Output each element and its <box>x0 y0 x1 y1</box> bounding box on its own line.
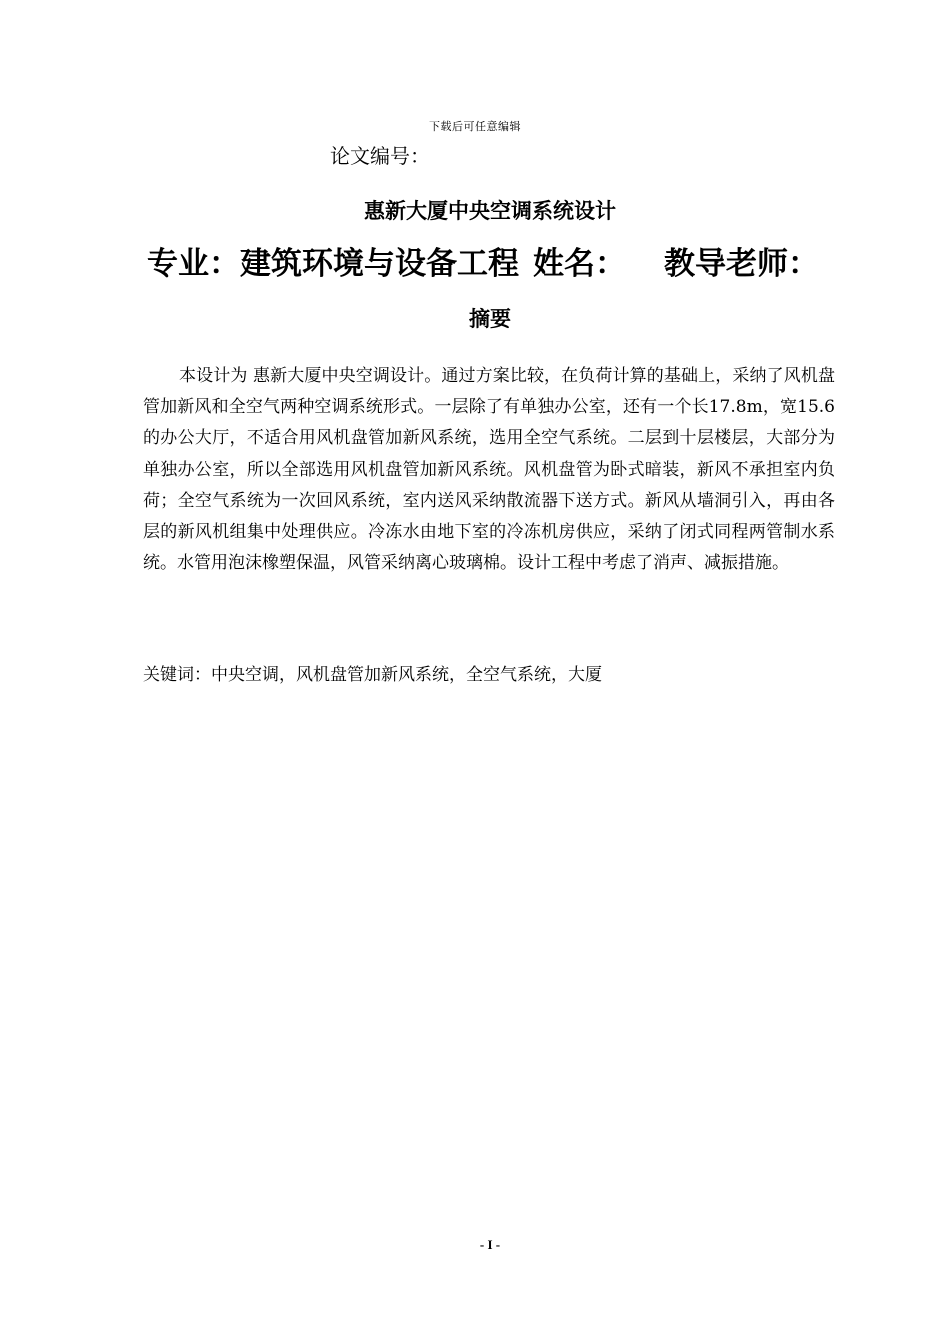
name-label: 姓名： <box>533 246 626 282</box>
abstract-heading: 摘要 <box>469 307 511 331</box>
paper-number-label: 论文编号： <box>330 144 430 168</box>
keywords-line: 关键词：中央空调，风机盘管加新风系统，全空气系统，大厦 <box>143 665 602 685</box>
thesis-title: 惠新大厦中央空调系统设计 <box>364 199 616 223</box>
major-label: 专业：建筑环境与设备工程 <box>147 246 519 282</box>
advisor-label: 教导老师： <box>664 246 819 282</box>
page-number: - I - <box>479 1237 501 1252</box>
download-note: 下载后可任意编辑 <box>429 120 521 133</box>
abstract-body: 本设计为 惠新大厦中央空调设计。通过方案比较，在负荷计算的基础上，采纳了风机盘管加新风和全空气两种空调系统形式。一层除了有单独办公室，还有一个长17.8m，宽15.6的办公大厅，不适合用风机盘管加新风系统，选用全空气系统。二层到十层楼层，大部分为单独办公室，所以全部选用风机盘管加新风系统。风机盘管为卧式暗装，新风不承担室内负荷；全空气系统为一次回风系统，室内送风采纳散流器下送方式。新风从墙洞引入，再由各层的新风机组集中处理供应。冷冻水由地下室的冷冻机房供应，采纳了闭式同程两管制水系统。水管用泡沫橡塑保温，风管采纳离心玻璃棉。设计工程中考虑了消声、减振措施。 <box>143 366 835 574</box>
author-meta-line <box>147 238 819 283</box>
